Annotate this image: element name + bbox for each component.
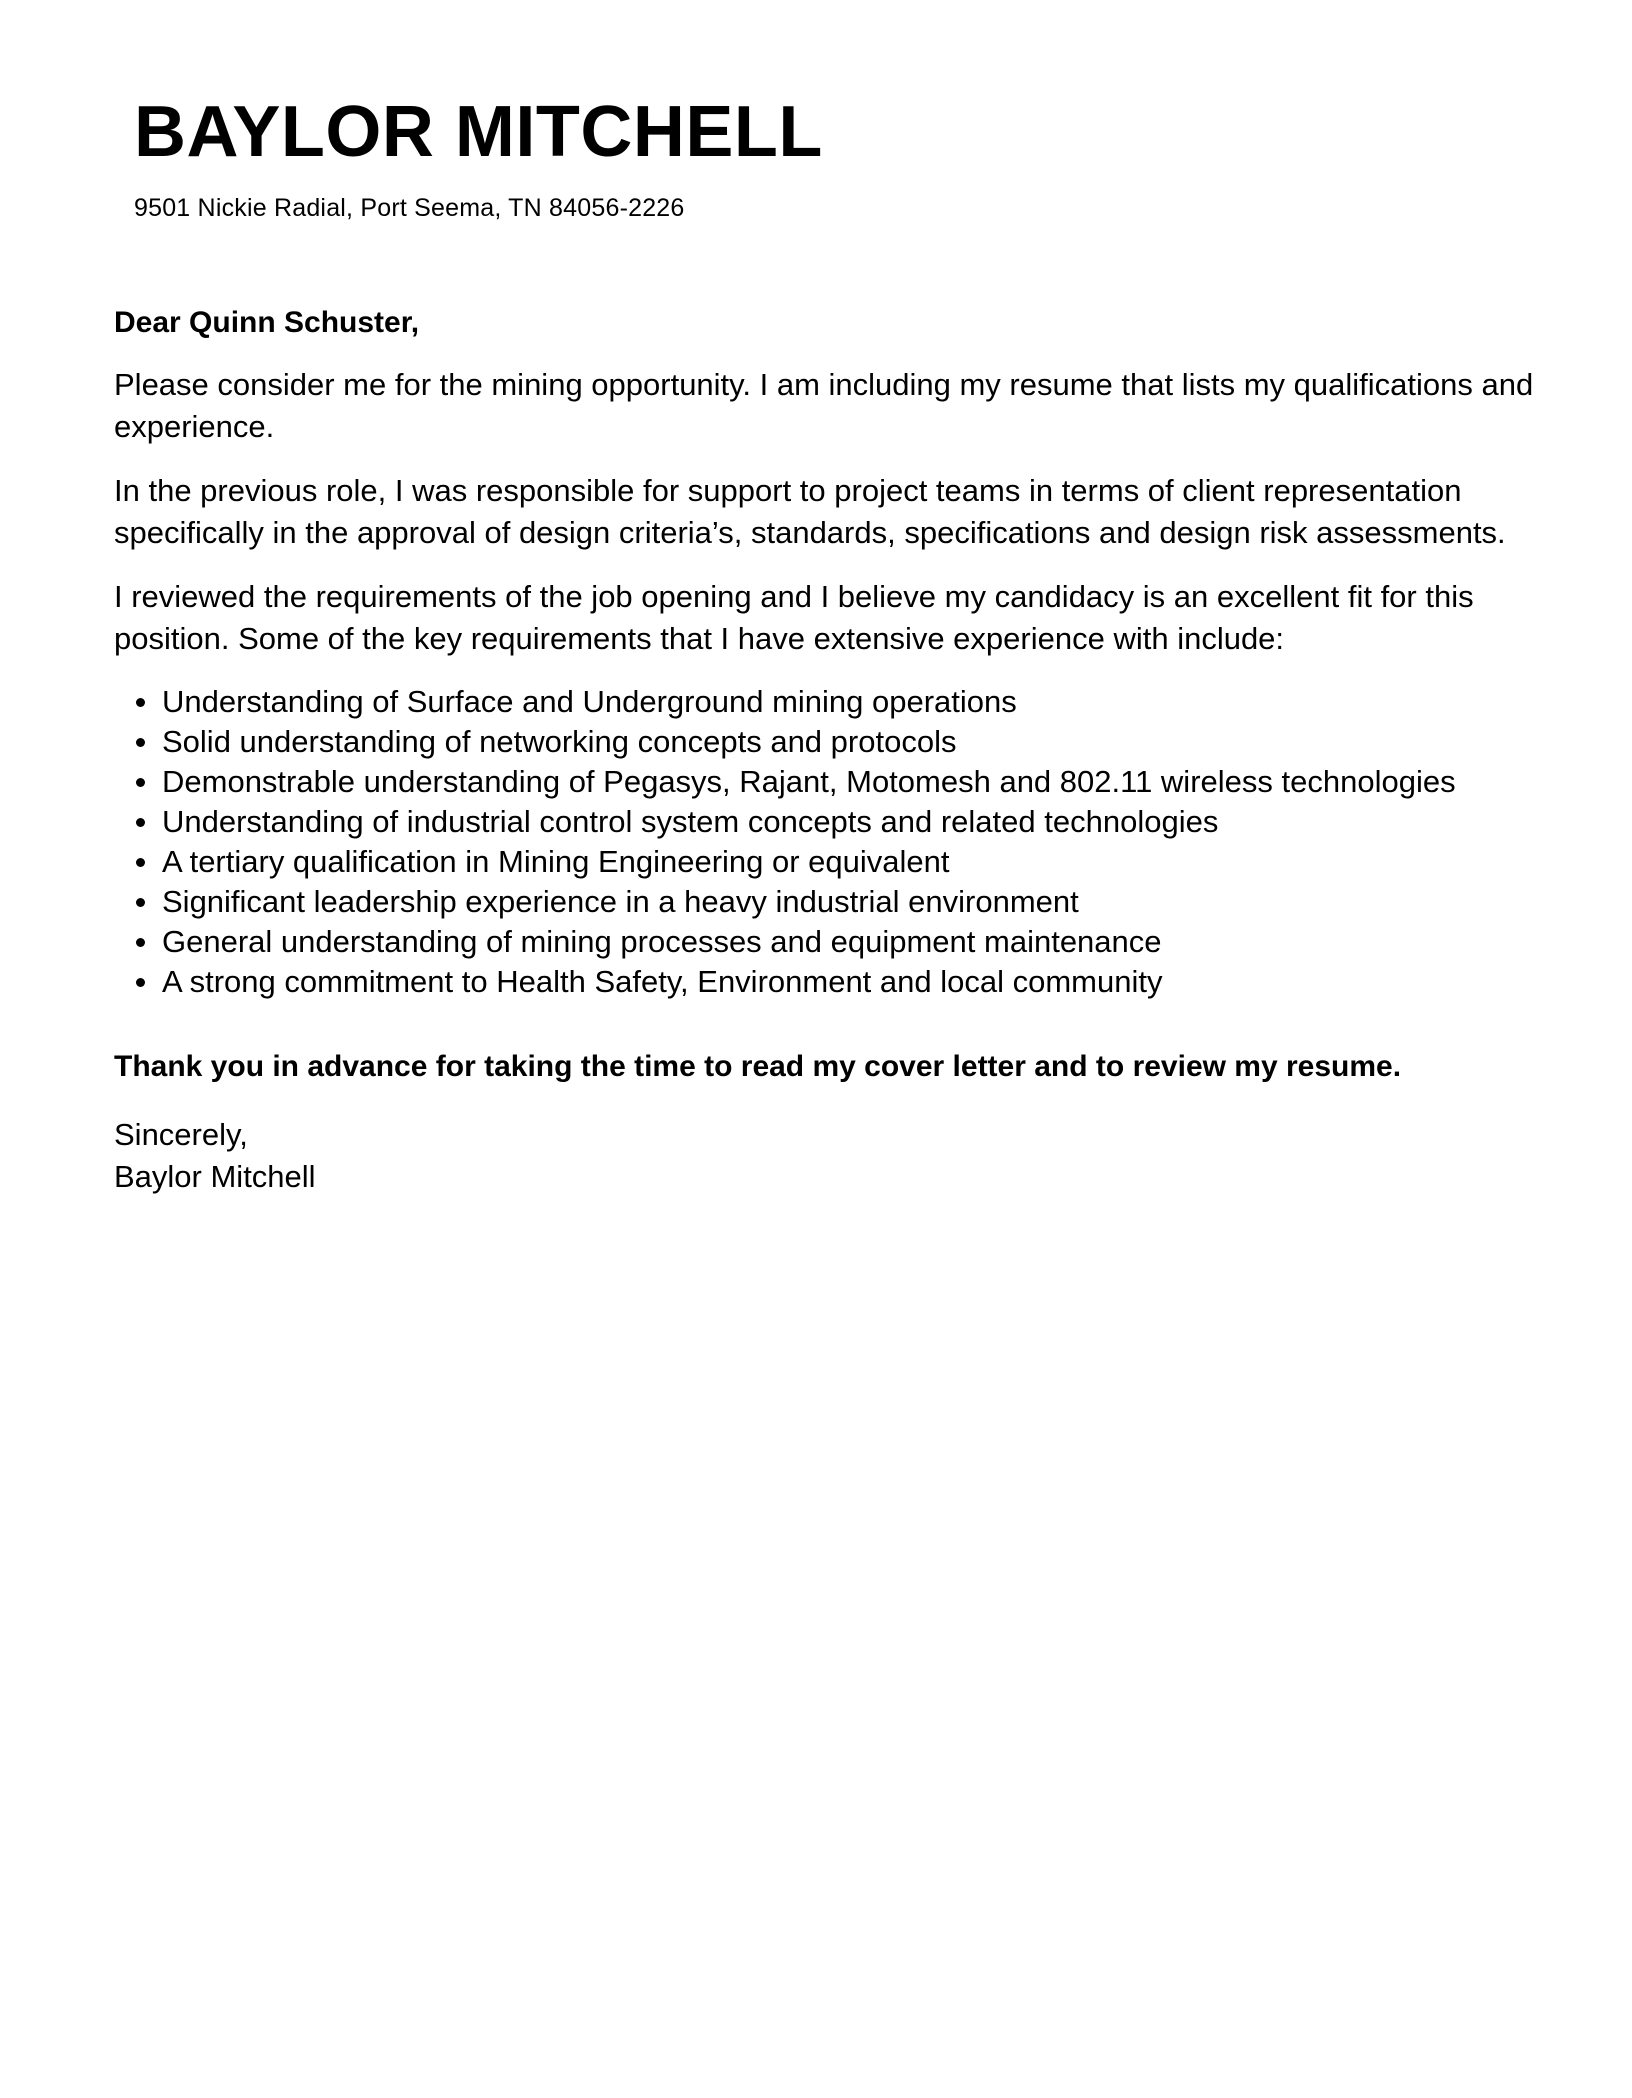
list-item-text: General understanding of mining processes and equipment maintenance xyxy=(162,924,1162,959)
bullet-icon xyxy=(136,978,145,987)
paragraph-intro: Please consider me for the mining opportunity. I am including my resume that lists my qualifications and experience. xyxy=(114,367,1534,444)
list-item-text: Demonstrable understanding of Pegasys, Rajant, Motomesh and 802.11 wireless technologies xyxy=(162,764,1456,799)
requirements-list xyxy=(114,682,1534,1002)
list-item xyxy=(114,722,1534,762)
list-item-text: A tertiary qualification in Mining Engineering or equivalent xyxy=(162,844,950,879)
closing-statement: Thank you in advance for taking the time to read my cover letter and to review my resume. xyxy=(114,1050,1402,1083)
list-item xyxy=(114,842,1534,882)
letter-header xyxy=(134,92,1494,224)
list-item xyxy=(114,802,1534,842)
paragraph-previous-role: In the previous role, I was responsible for support to project teams in terms of client representation specifically in the approval of design criteria’s, standards, specifications and design risk assessments. xyxy=(114,473,1506,550)
list-item xyxy=(114,682,1534,722)
bullet-icon xyxy=(136,778,145,787)
applicant-name: BAYLOR MITCHELL xyxy=(134,92,823,172)
list-item-text: Understanding of Surface and Underground mining operations xyxy=(162,684,1017,719)
list-item xyxy=(114,882,1534,922)
signature-name: Baylor Mitchell xyxy=(114,1159,316,1194)
list-item-text: Solid understanding of networking concepts and protocols xyxy=(162,724,957,759)
list-item xyxy=(114,962,1534,1002)
paragraph-requirements-intro: I reviewed the requirements of the job opening and I believe my candidacy is an excellent fit for this position. Some of the key requirements that I have extensive experience with include: xyxy=(114,579,1474,656)
applicant-address: 9501 Nickie Radial, Port Seema, TN 84056-2226 xyxy=(134,194,685,222)
list-item-text: Understanding of industrial control system concepts and related technologies xyxy=(162,804,1219,839)
bullet-icon xyxy=(136,698,145,707)
letter-body xyxy=(114,302,1534,1198)
list-item xyxy=(114,922,1534,962)
list-item-text: Significant leadership experience in a heavy industrial environment xyxy=(162,884,1079,919)
bullet-icon xyxy=(136,898,145,907)
bullet-icon xyxy=(136,818,145,827)
bullet-icon xyxy=(136,858,145,867)
list-item xyxy=(114,762,1534,802)
signoff: Sincerely, xyxy=(114,1117,248,1152)
bullet-icon xyxy=(136,738,145,747)
bullet-icon xyxy=(136,938,145,947)
list-item-text: A strong commitment to Health Safety, Environment and local community xyxy=(162,964,1163,999)
salutation: Dear Quinn Schuster, xyxy=(114,306,420,339)
